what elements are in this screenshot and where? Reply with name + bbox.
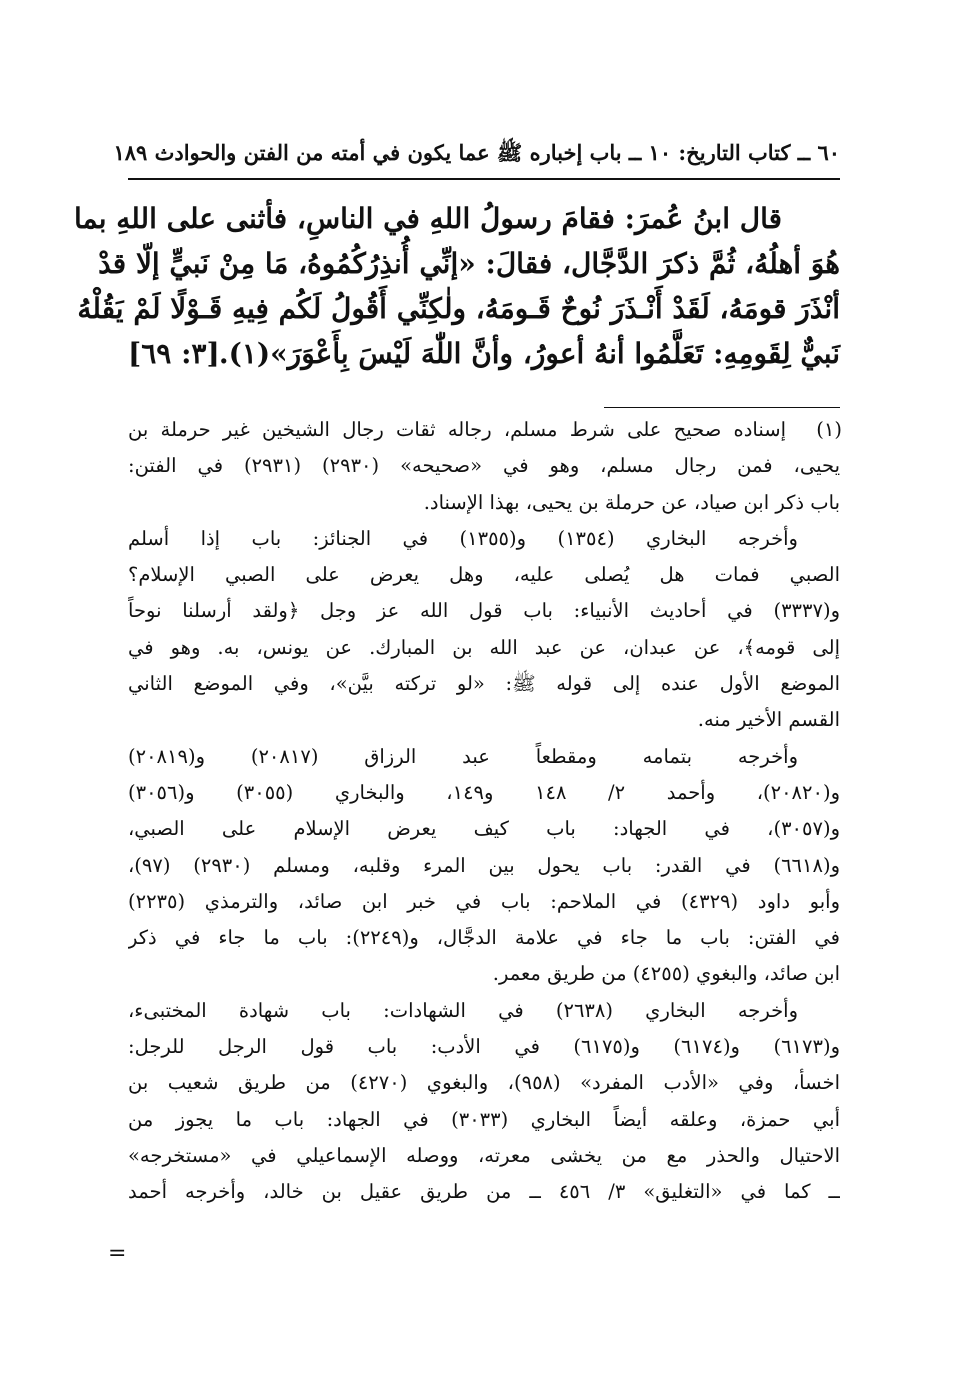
footnote-line: و(٦٦١٨) في القدر: باب يحول بين المرء وقلبه، ومسلم (٢٩٣٠) (٩٧)، [128,853,840,877]
hadith-line: قال ابنُ عُمرَ: فقامَ رسولُ اللهِ في الناسِ، فأثنى على اللهِ بما [74,202,782,235]
footnote-line: يحيى، فمن رجال مسلم، وهو في «صحيحه» (٢٩٣٠) (٢٩٣١) في الفتن: [128,454,840,478]
footnote-line: إسناده صحيح على شرط مسلم، رجاله ثقات رجال الشيخين غير حرملة بن [128,418,786,441]
hadith-text [74,196,840,376]
footnote-line: الاحتيال والحذر مع من يخشى معرته، ووصله الإسماعيلي في «مستخرجه» [128,1143,840,1167]
hadith-line: هُوَ أهلُهُ، ثُمَّ ذكرَ الدَّجَّال، فقالَ: «إنِّي أُنذِرُكُمُوهُ، مَا مِنْ نَبيٍّ إلّا قدْ [98,247,840,280]
hadith-line-text: نَبيٌّ لِقَومِهِ: تَعَلَّمُوا أنهُ أعورُ، وأنَّ اللّٰهَ لَيْسَ بِأَعْوَرَ»(١). [218,337,840,370]
page-reference: [٣: ٦٩] [128,337,220,370]
footnote-line: وأخرجه بتمامه ومقطعاً عبد الرزاق (٢٠٨١٧) و(٢٠٨١٩) [128,744,798,768]
header-rule [128,178,840,180]
footnote-line: ــ كما في «التغليق» ٣/ ٤٥٦ ــ من طريق عقيل بن خالد، وأخرجه أحمد [128,1180,840,1204]
footnote-line: في الفتن: باب ما جاء في علامة الدجَّال، و(٢٢٤٩): باب ما جاء في ذكر [128,926,840,950]
footnote-line: و(٣٣٣٧) في أحاديث الأنبياء: باب قول الله عز وجل ﴿ولقد أرسلنا نوحاً [128,599,840,623]
footnote-line: وأبو داود (٤٣٢٩) في الملاحم: باب في خبر ابن صائد، والترمذي (٢٢٣٥) [128,889,840,913]
footnote-marker-wrap [128,412,840,448]
footnote-line: الموضع الأول عنده إلى قوله ﷺ: «لو تركته بيَّن»، وفي الموضع الثاني [128,672,840,696]
continuation-marker: = [108,1241,127,1266]
footnote-line: اخسأ، وفي «الأدب المفرد» (٩٥٨)، والبغوي (٤٢٧٠) من طريق شعيب بن [128,1071,840,1095]
footnote-line: و(٢٠٨٢٠)، وأحمد ٢/ ١٤٨ و١٤٩، والبخاري (٣٠٥٥) و(٣٠٥٦) [128,780,840,804]
footnotes [128,412,840,1211]
hadith-line: أنْذَرَ قومَهُ، لَقَدْ أَنْـذَرَ نُوحٌ قَـومَهُ، ولٰكِنِّي أَقُولُ لَكُم فِيهِ قَـوْلًا لَمْ يَقُلْهُ [77,292,840,325]
footnote-line: وأخرجه البخاري (١٣٥٤) و(١٣٥٥) في الجنائز: باب إذا أسلم [128,526,798,550]
running-header: ٦٠ ــ كتاب التاريخ: ١٠ ــ باب إخباره ﷺ عما يكون في أمته من الفتن والحوادث ١٨٩ [113,140,840,165]
footnote-line: القسم الأخير منه. [697,708,840,732]
footnote-line: إلى قومه﴾، عن عبدان، عن عبد الله بن المبارك. عن يونس، به. وهو في [128,635,840,659]
footnote-line: الصبي فمات هل يُصلى عليه، وهل يعرض على الصبي الإسلام؟ [128,563,840,587]
footnote-rule [604,407,840,408]
footnote-marker: (١) [816,418,842,441]
footnote-line: و(٦١٧٣) و(٦١٧٤) و(٦١٧٥) في الأدب: باب قول الرجل للرجل: [128,1035,840,1059]
footnote-line: وأخرجه البخاري (٢٦٣٨) في الشهادات: باب شهادة المختبىء، [128,998,798,1022]
footnote-line: باب ذكر ابن صياد، عن حرملة بن يحيى، بهذا الإسناد. [423,490,840,514]
footnote-line: ابن صائد، والبغوي (٤٢٥٥) من طريق معمر. [492,962,840,986]
hadith-line-last [128,331,840,376]
footnote-line: أبي حمزة، وعلقه أيضاً البخاري (٣٠٣٣) في الجهاد: باب ما يجوز من [128,1107,840,1131]
footnote-line: و(٣٠٥٧)، في الجهاد: باب كيف يعرض الإسلام على الصبي، [128,817,840,841]
